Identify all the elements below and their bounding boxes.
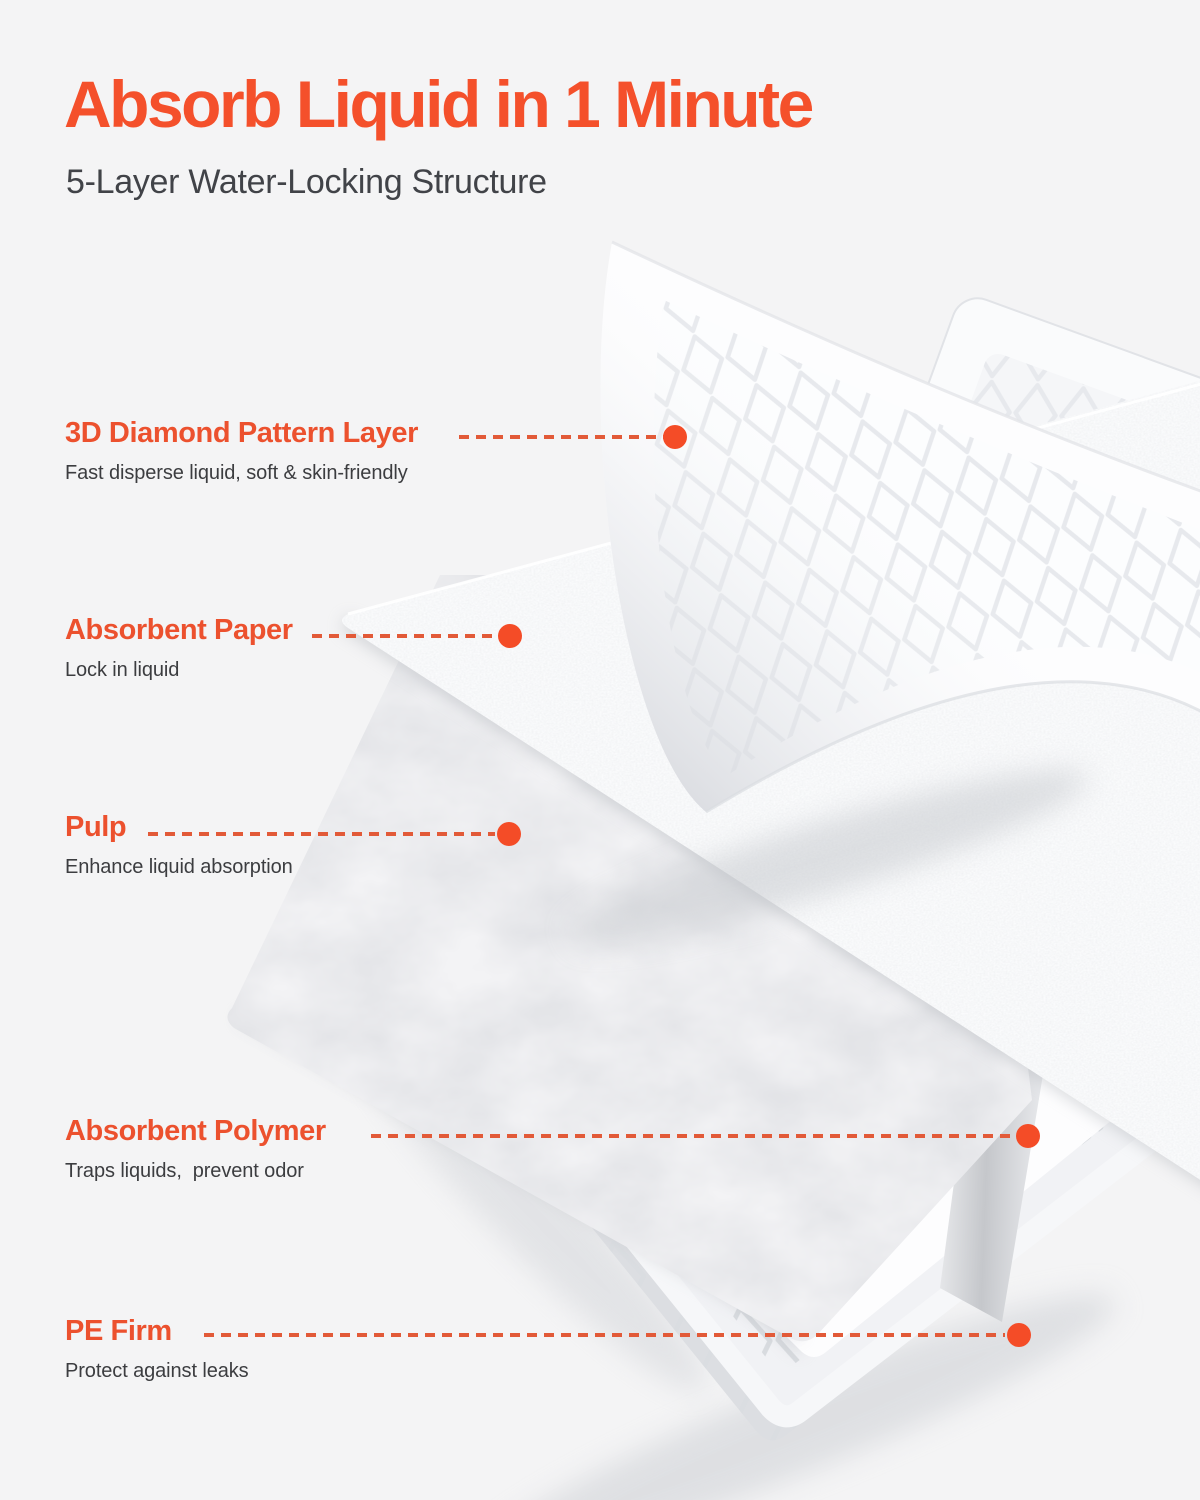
page-subtitle: 5-Layer Water-Locking Structure <box>66 163 547 202</box>
page-title: Absorb Liquid in 1 Minute <box>64 67 812 141</box>
callout-heading: 3D Diamond Pattern Layer <box>65 417 418 449</box>
header <box>64 67 812 202</box>
callout-description: Fast disperse liquid, soft & skin-friendly <box>65 462 408 485</box>
leader-dot <box>498 624 522 648</box>
leader-dot <box>1007 1323 1031 1347</box>
callout-description: Enhance liquid absorption <box>65 856 293 879</box>
leader-dot <box>497 822 521 846</box>
callout-absorbent-polymer <box>65 1115 326 1183</box>
callout-absorbent-paper <box>65 614 293 682</box>
callout-description: Lock in liquid <box>65 659 180 682</box>
leader-line <box>459 435 664 439</box>
callout-heading: Absorbent Paper <box>65 614 293 646</box>
callout-description: Traps liquids, prevent odor <box>65 1160 304 1183</box>
callout-pe-firm <box>65 1315 249 1383</box>
callout-diamond-pattern-layer <box>65 417 418 485</box>
leader-line <box>148 832 495 836</box>
leader-line <box>312 634 496 638</box>
callout-heading: Absorbent Polymer <box>65 1115 326 1147</box>
callout-pulp <box>65 811 293 879</box>
callout-heading: PE Firm <box>65 1315 172 1347</box>
leader-dot <box>663 425 687 449</box>
callout-description: Protect against leaks <box>65 1360 249 1383</box>
leader-dot <box>1016 1124 1040 1148</box>
leader-line <box>371 1134 1014 1138</box>
leader-line <box>204 1333 1005 1337</box>
callout-heading: Pulp <box>65 811 127 843</box>
